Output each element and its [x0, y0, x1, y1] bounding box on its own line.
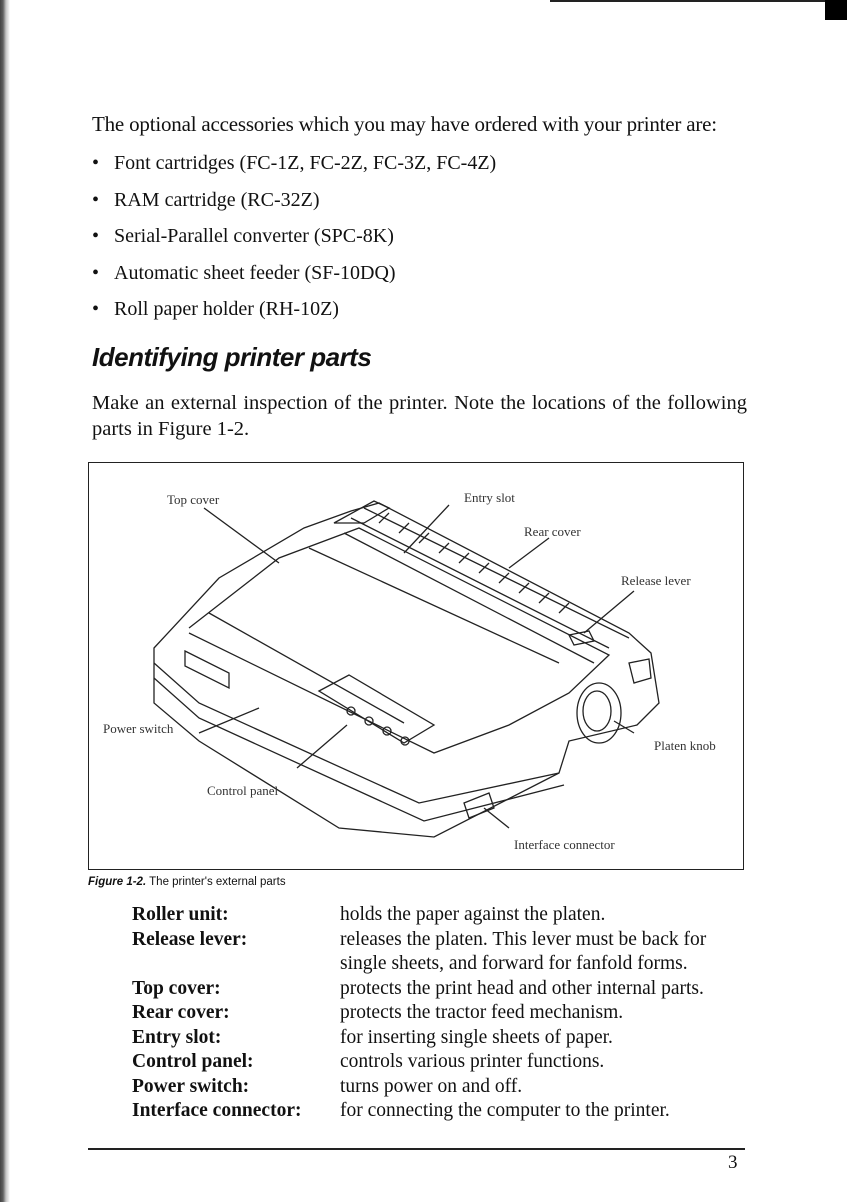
printer-figure	[88, 462, 744, 870]
page-number: 3	[728, 1152, 738, 1173]
accessory-list	[92, 145, 496, 328]
label-control-panel: Control panel	[207, 783, 279, 798]
list-item: Control panel: controls various printer functions.	[132, 1051, 605, 1072]
label-entry-slot: Entry slot	[464, 490, 515, 505]
caption-number: Figure 1-2.	[88, 876, 147, 888]
list-item: • Automatic sheet feeder (SF-10DQ)	[92, 261, 396, 284]
label-top-cover: Top cover	[167, 492, 220, 507]
section-heading: Identifying printer parts	[92, 342, 372, 372]
list-item: • Serial-Parallel converter (SPC-8K)	[92, 225, 394, 247]
intro-paragraph: Make an external inspection of the printer. Note the locations of the following parts in Figure 1-2.	[92, 392, 747, 440]
list-item: Entry slot: for inserting single sheets of paper.	[132, 1026, 613, 1048]
scan-top-line	[550, 0, 830, 2]
list-item: Roller unit: holds the paper against the platen.	[132, 904, 606, 925]
intro-text: The optional accessories which you may have ordered with your printer are:	[92, 112, 717, 136]
list-item: Rear cover: protects the tractor feed mechanism.	[132, 1002, 624, 1023]
printer-illustration-icon	[89, 463, 743, 869]
parts-list	[132, 903, 752, 1124]
label-release-lever: Release lever	[621, 573, 691, 588]
list-item: Power switch: turns power on and off.	[132, 1075, 523, 1097]
scan-corner-mark	[825, 0, 847, 20]
list-item: Top cover: protects the print head and other internal parts.	[132, 977, 704, 999]
caption-text: The printer's external parts	[146, 876, 286, 888]
list-item: Release lever: releases the platen. This lever must be back for	[132, 928, 707, 950]
label-power-switch: Power switch	[103, 721, 174, 736]
list-item: • Roll paper holder (RH-10Z)	[92, 298, 339, 320]
list-item: single sheets, and forward for fanfold forms.	[340, 953, 688, 974]
scan-edge	[0, 0, 10, 1202]
label-platen-knob: Platen knob	[654, 738, 716, 753]
footer-rule	[88, 1148, 745, 1150]
label-rear-cover: Rear cover	[524, 524, 581, 539]
figure-caption	[88, 876, 286, 888]
label-interface-connector: Interface connector	[514, 837, 615, 852]
list-item: Interface connector: for connecting the computer to the printer.	[132, 1100, 670, 1121]
list-item: • RAM cartridge (RC-32Z)	[92, 188, 320, 211]
list-item: • Font cartridges (FC-1Z, FC-2Z, FC-3Z, FC-4Z)	[92, 152, 497, 174]
